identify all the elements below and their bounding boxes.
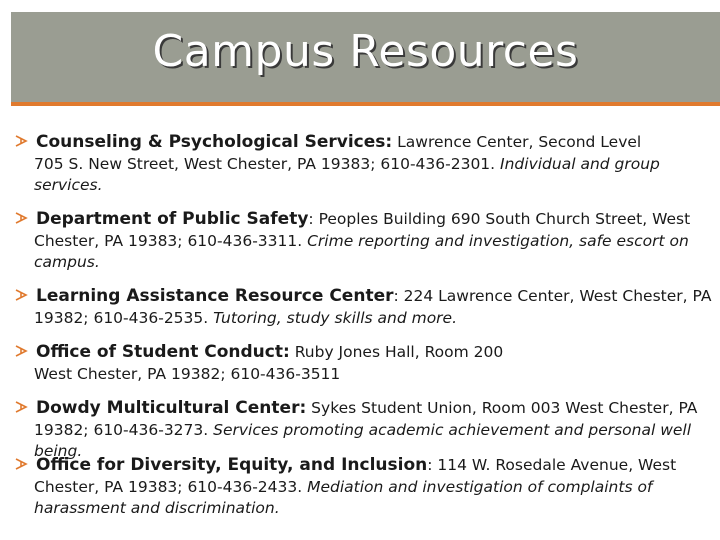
bullet-icon (14, 211, 28, 225)
list-item (14, 398, 716, 463)
resource-contact: Chester, PA 19383; 610-436-3311. (34, 231, 308, 250)
bullet-icon (14, 400, 28, 414)
list-item (14, 209, 716, 274)
list-item (14, 342, 716, 385)
resource-description: Tutoring, study skills and more. (213, 308, 458, 327)
resource-description: Mediation and investigation of complaints of harassment and discrimination. (34, 477, 653, 517)
resource-name: Learning Assistance Resource Center (36, 286, 394, 306)
bullet-icon (14, 344, 28, 358)
resource-address: : 114 W. Rosedale Avenue, West (427, 456, 677, 474)
resource-name: Department of Public Safety (36, 209, 309, 229)
bullet-icon (14, 134, 28, 148)
resource-address: Ruby Jones Hall, Room 200 (289, 343, 504, 361)
list-item (14, 286, 716, 329)
bullet-icon (14, 288, 28, 302)
accent-bar (11, 102, 720, 106)
resource-address: : Peoples Building 690 South Church Street, West (308, 210, 691, 228)
resource-address: Lawrence Center, Second Level (392, 133, 642, 151)
resource-description: Crime reporting and investigation, safe escort on campus. (34, 231, 689, 271)
resource-name: Dowdy Multicultural Center: (36, 398, 307, 418)
resource-name: Office of Student Conduct: (36, 342, 290, 362)
resource-address: Sykes Student Union, Room 003 West Chester, PA (306, 399, 698, 417)
resource-contact: Chester, PA 19383; 610-436-2433. (34, 477, 308, 496)
resource-contact: 705 S. New Street, West Chester, PA 19383; 610-436-2301. (34, 154, 501, 173)
bullet-icon (14, 457, 28, 471)
resource-contact: 19382; 610-436-3273. (34, 420, 214, 439)
slide-title: Campus Resources (152, 26, 579, 77)
resource-name: Office for Diversity, Equity, and Inclusion (36, 455, 428, 475)
list-item (14, 455, 716, 520)
resource-contact: 19382; 610-436-2535. (34, 308, 214, 327)
list-item (14, 132, 716, 197)
resource-name: Counseling & Psychological Services: (36, 132, 393, 152)
resource-address: : 224 Lawrence Center, West Chester, PA (393, 287, 712, 305)
resource-description: Individual and group services. (34, 154, 660, 194)
resource-description: Services promoting academic achievement and personal well being. (34, 420, 692, 460)
resource-contact: West Chester, PA 19382; 610-436-3511 (34, 364, 341, 383)
